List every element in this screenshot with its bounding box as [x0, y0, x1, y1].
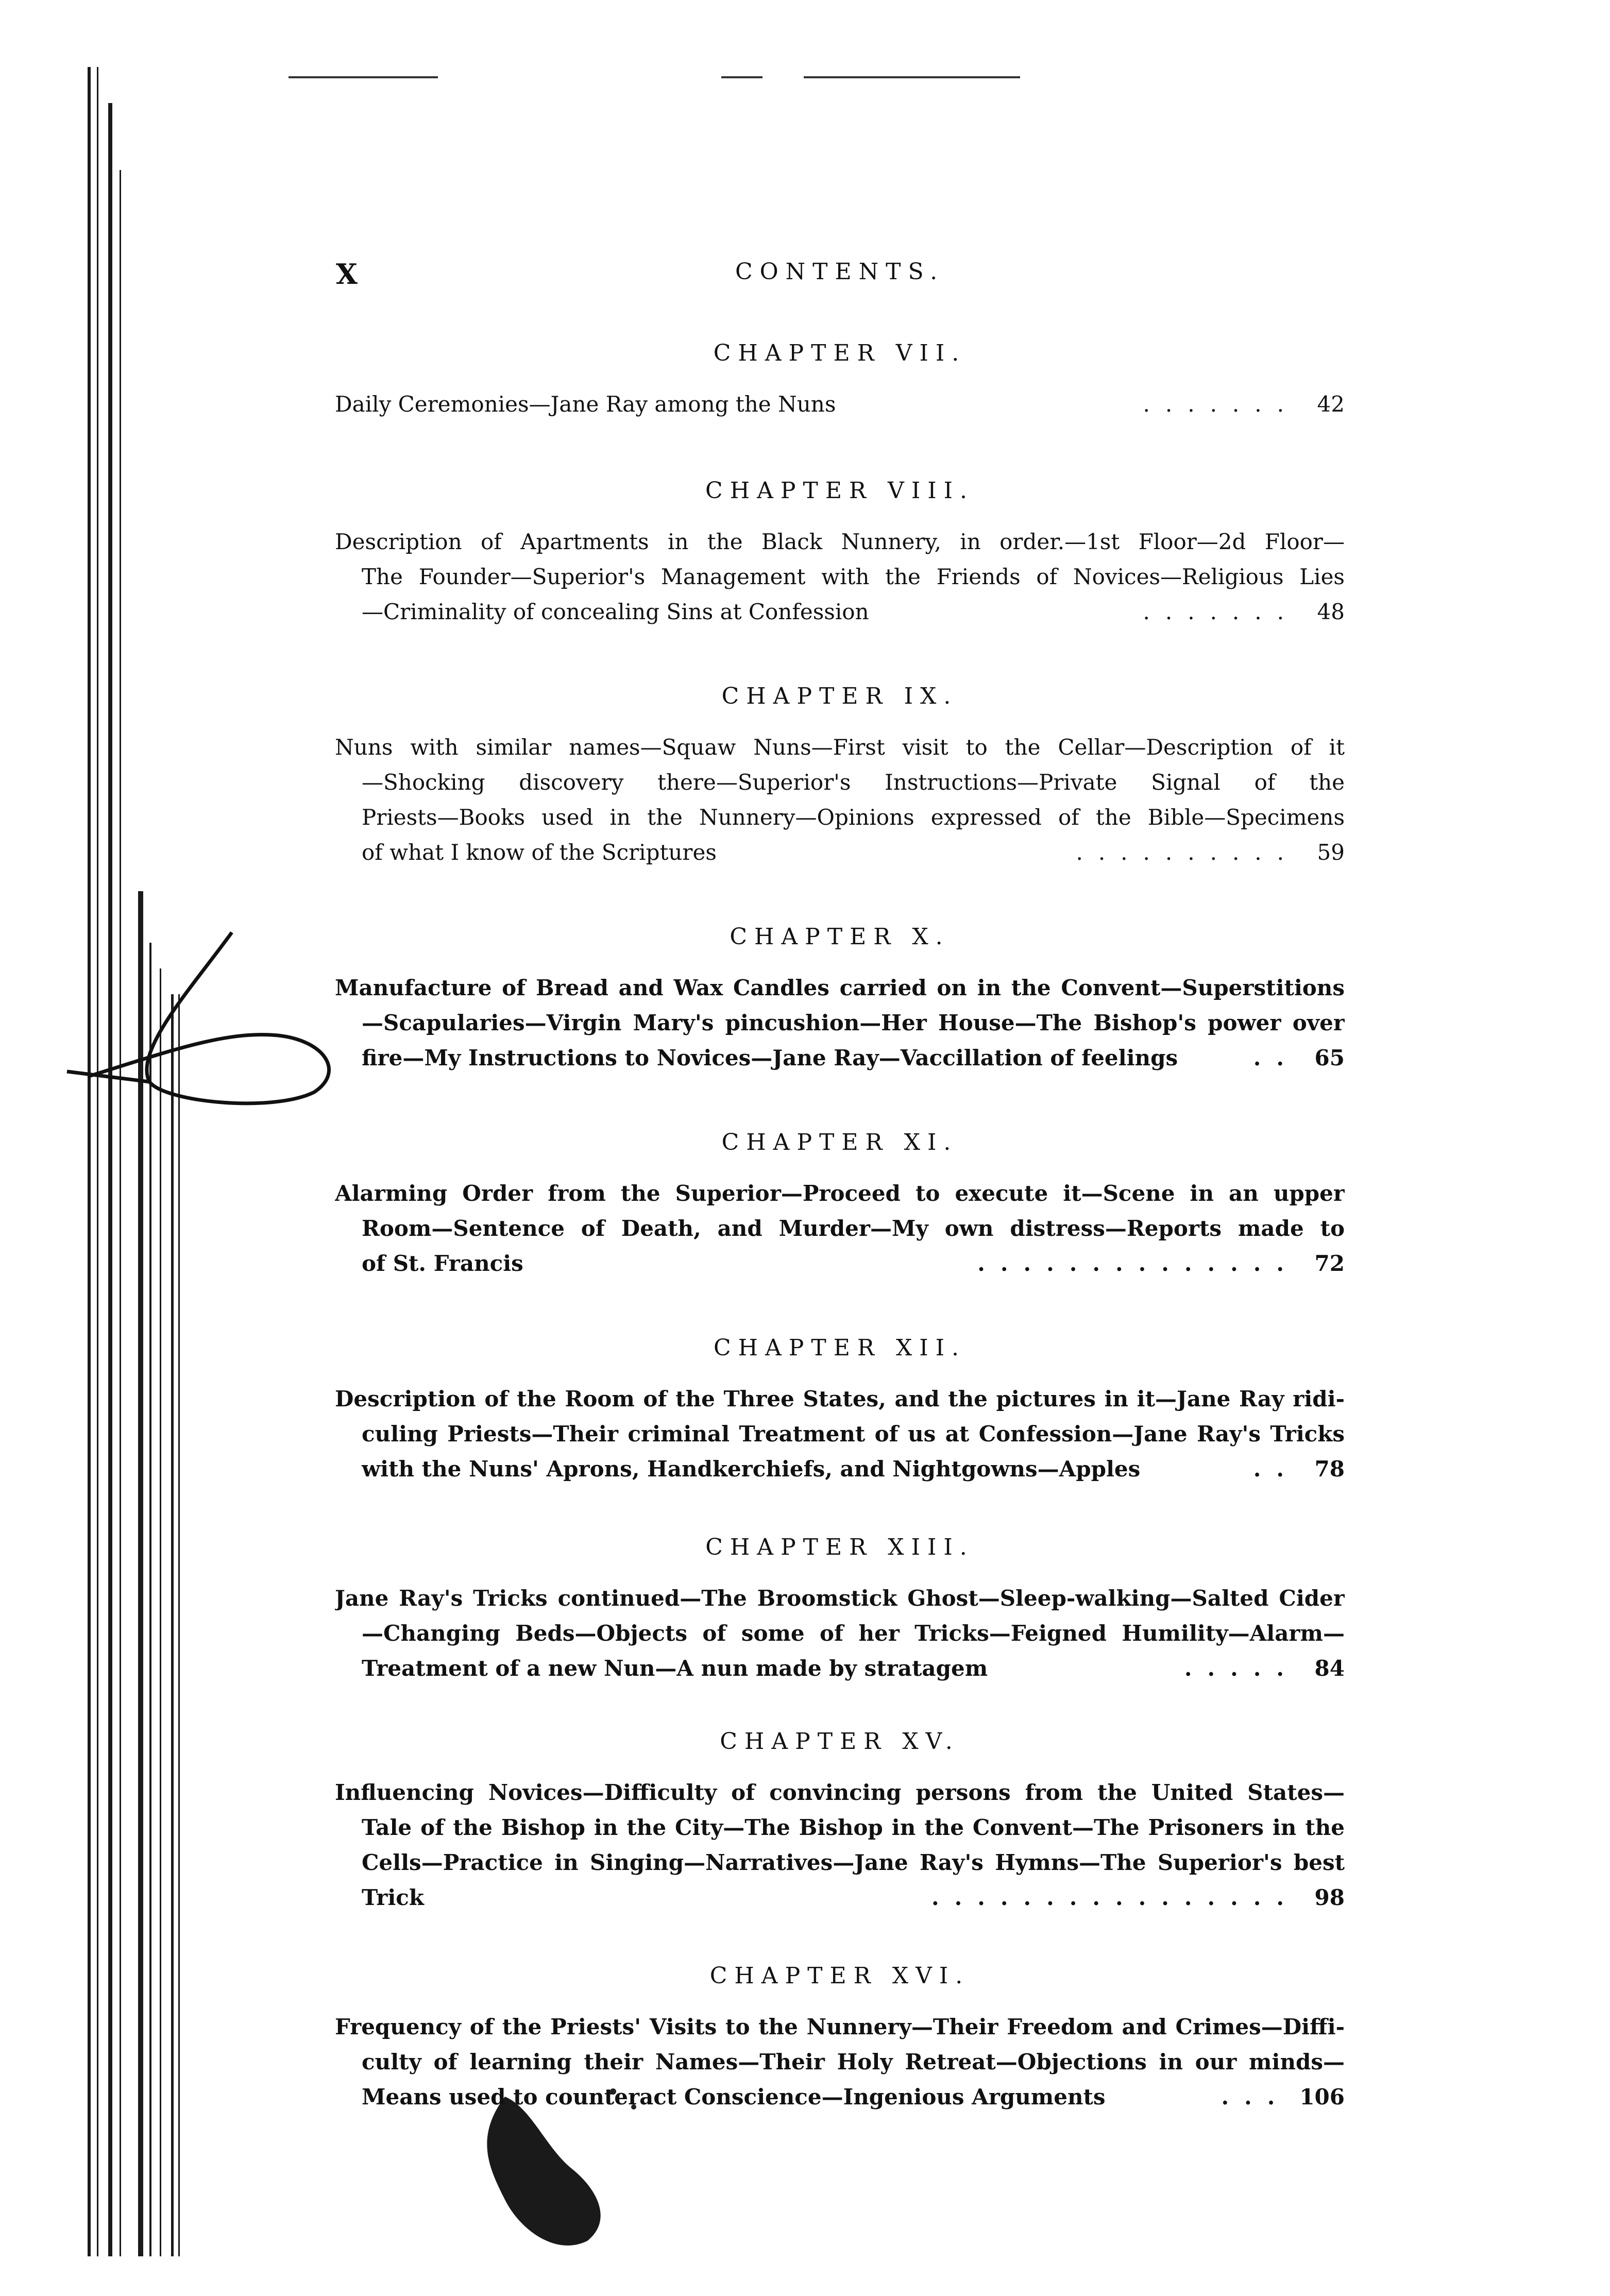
- top-rule: [721, 76, 762, 78]
- summary-line: Manufacture of Bread and Wax Candles carried on in the Convent—Superstitions: [335, 975, 1345, 1000]
- page-number: 65: [1314, 1045, 1345, 1070]
- summary-line: Frequency of the Priests' Visits to the Nunnery—Their Freedom and Crimes—Diffi-: [335, 2014, 1345, 2039]
- chapter-title: CHAPTER XVI.: [709, 1963, 970, 1989]
- summary-line: Tale of the Bishop in the City—The Bishop in the Convent—The Prisoners in the: [362, 1815, 1345, 1840]
- chapter-summary: [335, 1775, 1345, 1915]
- summary-line: Description of the Room of the Three States, and the pictures in it—Jane Ray ridi-: [335, 1386, 1345, 1411]
- chapter-x: [335, 924, 1345, 1076]
- summary-line: of what I know of the Scriptures .......... 59: [335, 835, 1345, 870]
- summary-line: Treatment of a new Nun—A nun made by stratagem ..... 84: [335, 1651, 1345, 1686]
- summary-line: —Shocking discovery there—Superior's Instructions—Private Signal of the: [362, 770, 1345, 795]
- summary-line: —Criminality of concealing Sins at Confession ....... 48: [335, 594, 1345, 630]
- chapter-title: CHAPTER IX.: [721, 683, 958, 709]
- ink-loop-mark: [57, 927, 345, 1144]
- chapter-title: CHAPTER XI.: [721, 1129, 958, 1155]
- page-number: 106: [1299, 2084, 1345, 2110]
- summary-line: with the Nuns' Aprons, Handkerchiefs, and Nightgowns—Apples .. 78: [335, 1452, 1345, 1487]
- top-rule: [289, 76, 438, 78]
- summary-line: Jane Ray's Tricks continued—The Broomstick Ghost—Sleep-walking—Salted Cider: [335, 1586, 1345, 1611]
- summary-line: of St. Francis .............. 72: [335, 1246, 1345, 1281]
- book-binding-edge: [77, 67, 180, 2256]
- page-number: 78: [1314, 1456, 1345, 1482]
- chapter-summary: [335, 387, 1345, 422]
- chapter-xiii: [335, 1534, 1345, 1686]
- summary-line: fire—My Instructions to Novices—Jane Ray—Vaccillation of feelings .. 65: [335, 1041, 1345, 1076]
- page-number: 42: [1317, 392, 1345, 417]
- chapter-title: CHAPTER VII.: [713, 340, 967, 366]
- chapter-vii: [335, 340, 1345, 422]
- summary-line: Means used to counteract Conscience—Ingenious Arguments ... 106: [335, 2080, 1345, 2115]
- summary-line: Trick ................ 98: [335, 1880, 1345, 1915]
- page-number: 98: [1314, 1885, 1345, 1910]
- chapter-title: CHAPTER VIII.: [705, 478, 974, 504]
- chapter-viii: [335, 478, 1345, 630]
- chapter-summary: [335, 971, 1345, 1076]
- chapter-title: CHAPTER XIII.: [705, 1534, 974, 1560]
- folio-number: X: [336, 258, 359, 291]
- chapter-summary: [335, 524, 1345, 630]
- summary-line: —Scapularies—Virgin Mary's pincushion—Her House—The Bishop's power over: [362, 1010, 1345, 1035]
- page-number: 72: [1314, 1251, 1345, 1276]
- summary-line: Influencing Novices—Difficulty of convincing persons from the United States—: [335, 1780, 1345, 1805]
- chapter-xv: [335, 1728, 1345, 1915]
- chapter-ix: [335, 683, 1345, 870]
- chapter-title: CHAPTER X.: [730, 924, 950, 950]
- chapter-summary: [335, 2010, 1345, 2115]
- top-rule: [804, 76, 1020, 78]
- chapter-title: CHAPTER XV.: [720, 1728, 960, 1755]
- summary-line: —Changing Beds—Objects of some of her Tricks—Feigned Humility—Alarm—: [362, 1621, 1345, 1646]
- summary-line: culty of learning their Names—Their Holy Retreat—Objections in our minds—: [362, 2049, 1345, 2074]
- summary-line: The Founder—Superior's Management with the Friends of Novices—Religious Lies: [362, 564, 1345, 589]
- summary-line: Priests—Books used in the Nunnery—Opinions expressed of the Bible—Specimens: [362, 805, 1345, 830]
- running-title: CONTENTS.: [735, 259, 945, 285]
- chapter-xi: [335, 1129, 1345, 1281]
- summary-line: Cells—Practice in Singing—Narratives—Jane Ray's Hymns—The Superior's best: [362, 1850, 1345, 1875]
- contents-page: [335, 247, 1345, 2115]
- summary-line: Daily Ceremonies—Jane Ray among the Nuns ....... 42: [335, 387, 1345, 422]
- chapter-summary: [335, 730, 1345, 870]
- summary-line: Description of Apartments in the Black Nunnery, in order.—1st Floor—2d Floor—: [335, 529, 1345, 554]
- chapter-summary: [335, 1382, 1345, 1487]
- summary-line: Room—Sentence of Death, and Murder—My own distress—Reports made to: [362, 1216, 1345, 1241]
- summary-line: Alarming Order from the Superior—Proceed to execute it—Scene in an upper: [335, 1181, 1345, 1206]
- chapter-title: CHAPTER XII.: [713, 1335, 967, 1361]
- summary-line: Nuns with similar names—Squaw Nuns—First visit to the Cellar—Description of it: [335, 735, 1345, 760]
- page-number: 84: [1314, 1656, 1345, 1681]
- chapter-xvi: [335, 1963, 1345, 2115]
- page-number: 59: [1317, 840, 1345, 865]
- page-number: 48: [1317, 599, 1345, 624]
- chapter-summary: [335, 1581, 1345, 1686]
- chapter-summary: [335, 1176, 1345, 1281]
- chapter-xii: [335, 1335, 1345, 1487]
- page-header: [335, 247, 1345, 304]
- summary-line: culing Priests—Their criminal Treatment of us at Confession—Jane Ray's Tricks: [362, 1421, 1345, 1447]
